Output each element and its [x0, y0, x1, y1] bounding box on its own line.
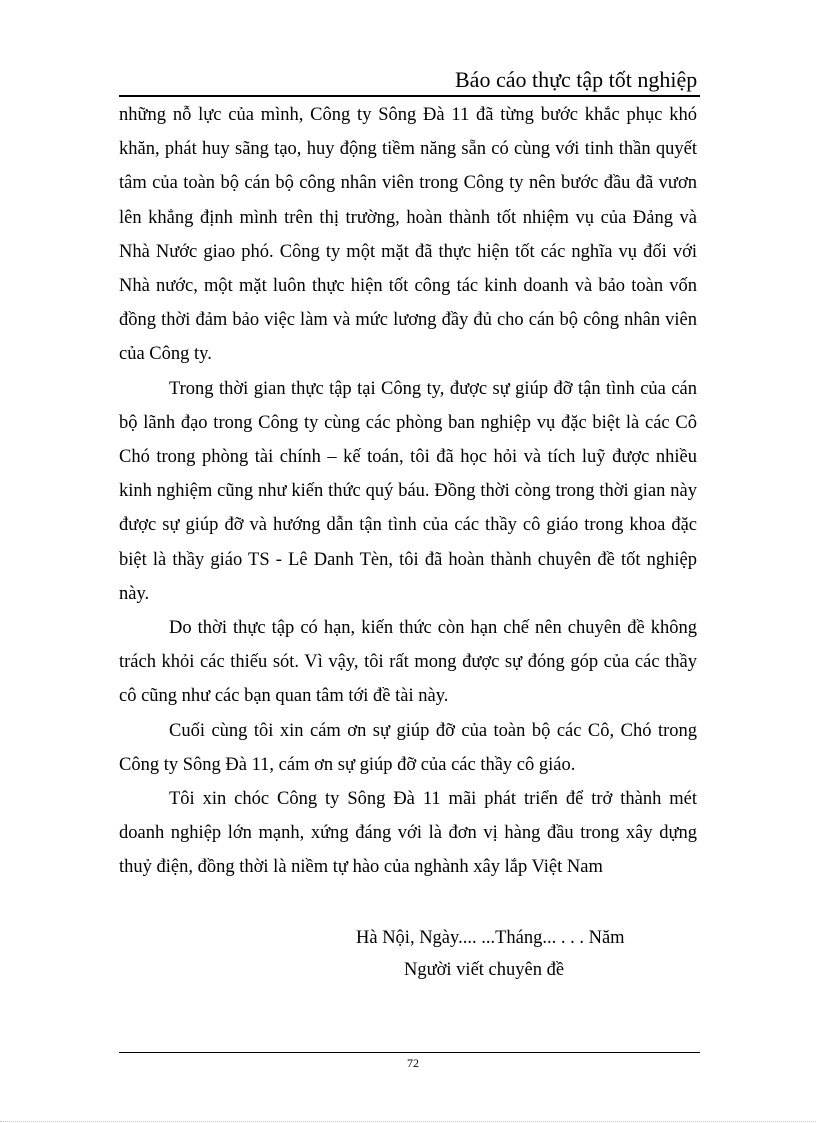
- paragraph-internship: Trong thời gian thực tập tại Công ty, được sự giúp đỡ tận tình của cán bộ lãnh đạo trong Công ty cùng các phòng ban nghiệp vụ đặc biệt là các Cô Chó trong phòng tài chính – kế toán, tôi đã học hỏi và tích luỹ được nhiều kinh nghiệm cũng như kiến thức quý báu. Đồng thời còng trong thời gian này được sự giúp đỡ và hướng dẫn tận tình của các thầy cô giáo trong khoa đặc biệt là thầy giáo TS - Lê Danh Tèn, tôi đã hoàn thành chuyên đề tốt nghiệp này.: [119, 378, 697, 604]
- page-header-title: Báo cáo thực tập tốt nghiệp: [455, 67, 698, 92]
- signature-block: [330, 922, 660, 986]
- page-number: 72: [407, 1056, 419, 1070]
- paragraph-thanks: Cuối cùng tôi xin cám ơn sự giúp đỡ của toàn bộ các Cô, Chó trong Công ty Sông Đà 11, cám ơn sự giúp đỡ của các thầy cô giáo.: [119, 720, 697, 775]
- paragraph-continuation: những nỗ lực của mình, Công ty Sông Đà 11 đã từng bước khắc phục khó khăn, phát huy sãng tạo, huy động tiềm năng sẵn có cùng với tinh thần quyết tâm của toàn bộ cán bộ công nhân viên trong Công ty nên bước đầu đã vươn lên khẳng định mình trên thị trường, hoàn thành tốt nhiệm vụ của Đảng và Nhà Nước giao phó. Công ty một mặt đã thực hiện tốt các nghĩa vụ đối với Nhà nước, một mặt luôn thực hiện tốt công tác kinh doanh và bảo toàn vốn đồng thời đảm bảo việc làm và mức lương đầy đủ cho cán bộ công nhân viên của Công ty.: [119, 105, 697, 365]
- paragraph-wishes: Tôi xin chóc Công ty Sông Đà 11 mãi phát triển để trở thành mét doanh nghiệp lớn mạnh, xứng đáng với là đơn vị hàng đầu trong xây dựng thuỷ điện, đồng thời là niềm tự hào của nghành xây lắp Việt Nam: [119, 789, 697, 878]
- page-bottom-border: [0, 1121, 816, 1122]
- footer-divider: [119, 1052, 700, 1053]
- paragraph-limitations: Do thời thực tập có hạn, kiến thức còn hạn chế nên chuyên đề không trách khỏi các thiếu sót. Vì vậy, tôi rất mong được sự đóng góp của các thầy cô cũng như các bạn quan tâm tới đề tài này.: [119, 618, 697, 707]
- header-divider: [119, 95, 700, 97]
- date-line: Hà Nội, Ngày.... ...Tháng... . . . Năm: [356, 928, 625, 948]
- body-text: [119, 98, 697, 885]
- author-line: Người viết chuyên đề: [404, 960, 565, 980]
